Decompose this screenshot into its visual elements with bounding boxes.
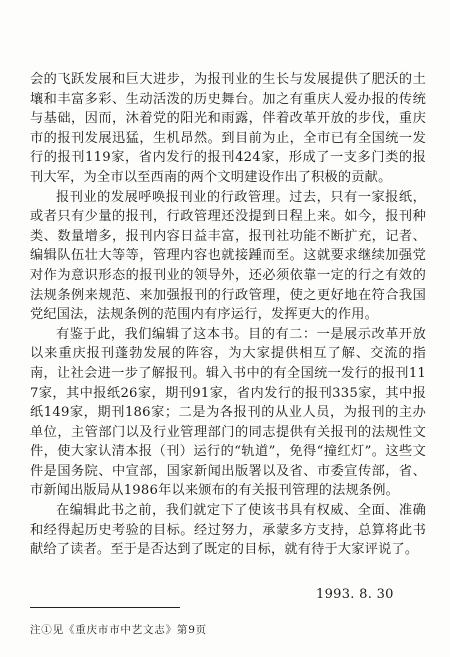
footnote: 注①见《重庆市市中艺文志》第9页 [30, 624, 207, 636]
preface-date: 1993. 8. 30 [316, 587, 394, 602]
body-text [30, 70, 426, 560]
footnote-divider [30, 607, 180, 608]
paragraph-4: 在编辑此书之前，我们就定下了使该书具有权威、全面、准确和经得起历史考验的目标。经过努力，承蒙多方支持，总算将此书献给了读者。至于是否达到了既定的目标，就有待于大家评说了。 [30, 503, 426, 558]
paragraph-1: 会的飞跃发展和巨大进步，为报刊业的生长与发展提供了肥沃的土壤和丰富多彩、生动活泼的历史舞台。加之有重庆人爱办报的传统与基础，因而，沐着党的阳光和雨露，伴着改革开放的步伐，重庆市的报刊发展迅猛，生机昂然。到目前为止，全市已有全国统一发行的报刊119家，省内发行的报刊424家，形成了一支多门类的报刊大军，为全市以至西南的两个文明建设作出了积极的贡献。 [30, 72, 426, 185]
paragraph-2: 报刊业的发展呼唤报刊业的行政管理。过去，只有一家报纸，或者只有少量的报刊，行政管理还没提到日程上来。如今，报刊种类、数量增多，报刊内容日益丰富，报刊社功能不断扩充，记者、编辑队伍壮大等等，管理内容也就接踵而至。这就要求继续加强党对作为意识形态的报刊业的领导外，还必须依靠一定的行之有效的法规条例来规范、来加强报刊的行政管理，使之更好地在符合我国党纪国法，法规条例的范围内有序运行，发挥更大的作用。 [30, 189, 426, 323]
paragraph-3: 有鉴于此，我们编辑了这本书。目的有二：一是展示改革开放以来重庆报刊蓬勃发展的阵容，为大家提供相互了解、交流的指南，让社会进一步了解报刊。辑入书中的有全国统一发行的报刊117家，其中报纸26家，期刊91家，省内发行的报刊335家，其中报纸149家，期刊186家；二是为各报刊的从业人员，为报刊的主办单位，主管部门以及行业管理部门的同志提供有关报刊的法规性文件，使大家认清本报（刊）运行的“轨道”，免得“撞红灯”。这些文件是国务院、中宣部，国家新闻出版署以及省、市委宣传部，省、市新闻出版局从1986年以来颁布的有关报刊管理的法规条例。 [30, 326, 426, 499]
